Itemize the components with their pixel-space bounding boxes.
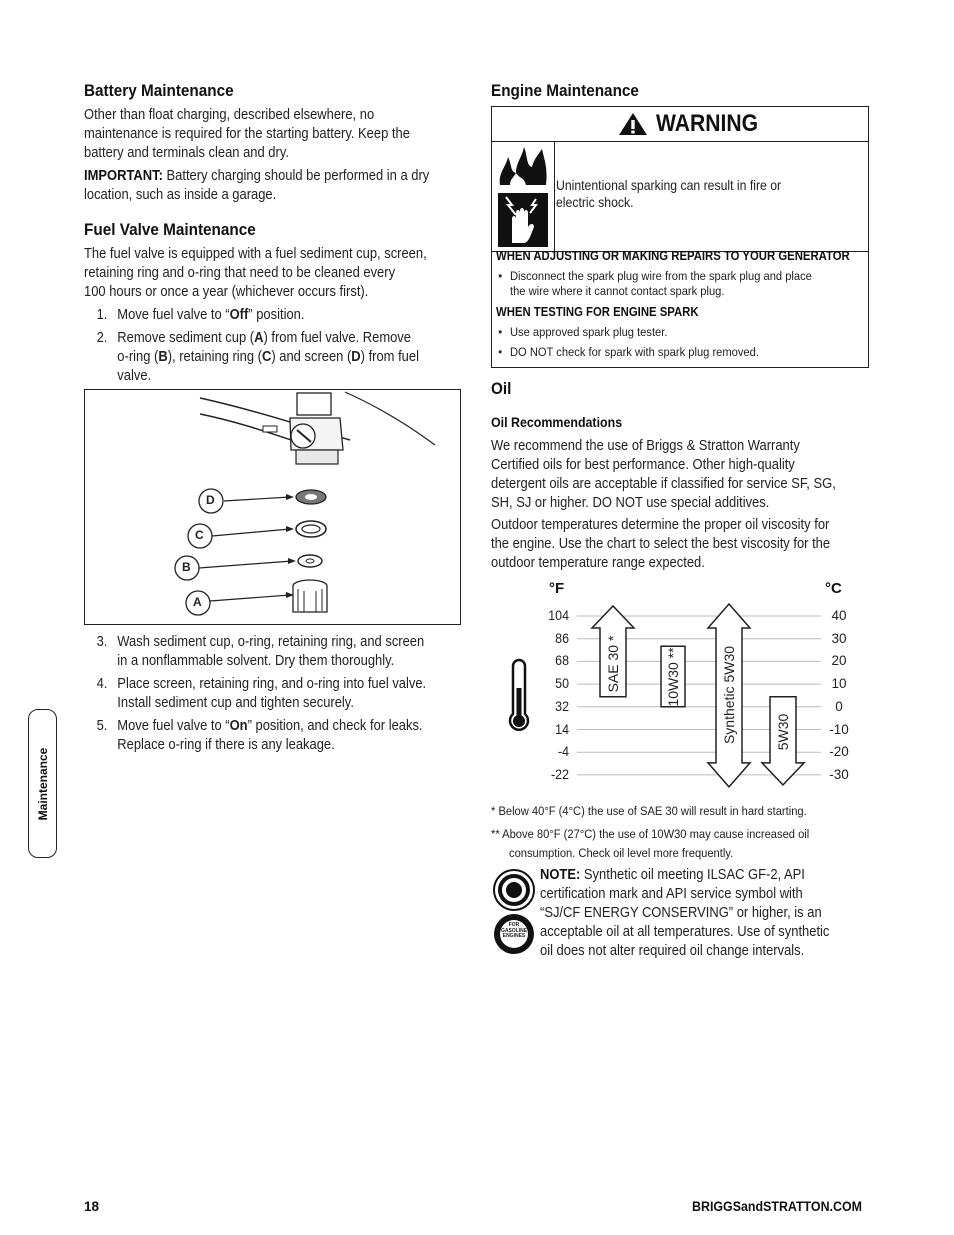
- engine-maintenance-heading: Engine Maintenance: [491, 81, 639, 100]
- celsius-tick-label: 0: [835, 698, 843, 714]
- api-seal-text: FOR GASOLINE ENGINES: [501, 922, 528, 939]
- celsius-tick-label: -30: [829, 766, 849, 782]
- step-item: 4. Place screen, retaining ring, and o-ring into fuel valve. Install sediment cup and tighten securely.: [96, 676, 427, 711]
- electric-shock-icon: [498, 193, 548, 247]
- oil-range-label: 5W30: [775, 713, 791, 751]
- fahrenheit-tick-label: 14: [555, 721, 569, 737]
- celsius-unit: °C: [825, 580, 842, 597]
- figure-label-a: A: [193, 595, 202, 609]
- figure-label-d: D: [206, 493, 215, 507]
- celsius-tick-label: 30: [831, 630, 847, 646]
- fahrenheit-tick-label: 32: [555, 698, 569, 714]
- warning-section-testing: WHEN TESTING FOR ENGINE SPARK: [496, 305, 699, 319]
- step-item: 3. Wash sediment cup, o-ring, retaining ring, and screen in a nonflammable solvent. Dry them thoroughly.: [96, 634, 425, 669]
- fuel-valve-figure: [84, 389, 461, 625]
- warning-bullet: • Disconnect the spark plug wire from the spark plug and place the wire where it cannot contact spark plug.: [498, 269, 812, 298]
- battery-paragraph: Other than float charging, described elsewhere, no maintenance is required for the starting battery. Keep the battery and terminals clean and dry.: [84, 107, 410, 161]
- fahrenheit-tick-label: -4: [557, 744, 569, 760]
- oil-paragraph-2: Outdoor temperatures determine the proper oil viscosity for the engine. Use the chart to select the best viscosity for the outdoor temperature range expected.: [491, 517, 831, 571]
- footnote-sae30: * Below 40°F (4°C) the use of SAE 30 will result in hard starting.: [491, 804, 807, 818]
- warning-section-repairs: WHEN ADJUSTING OR MAKING REPAIRS TO YOUR GENERATOR: [496, 249, 850, 263]
- fahrenheit-tick-label: 104: [548, 608, 569, 623]
- oil-viscosity-chart: [491, 578, 871, 788]
- warning-triangle-icon: [618, 112, 648, 136]
- figure-label-c: C: [195, 528, 204, 542]
- fahrenheit-tick-label: -22: [551, 766, 569, 782]
- celsius-tick-label: 10: [831, 676, 847, 692]
- warning-bullet: • Use approved spark plug tester.: [498, 325, 668, 339]
- oil-range-label: 10W30 **: [665, 646, 681, 707]
- warning-box: [491, 106, 869, 368]
- warning-header: WARNING: [492, 107, 868, 142]
- thermometer-icon: [510, 660, 528, 730]
- warning-icons: [492, 141, 555, 251]
- fuel-valve-heading: Fuel Valve Maintenance: [84, 220, 256, 239]
- fuel-valve-paragraph: The fuel valve is equipped with a fuel sediment cup, screen, retaining ring and o-ring that need to be cleaned every 100 hours or once a year (whichever occurs first).: [84, 246, 427, 300]
- step-item: 2. Remove sediment cup (A) from fuel valve. Remove o-ring (B), retaining ring (C) and screen (D) from fuel valve.: [96, 330, 419, 384]
- chart-plot: [491, 578, 871, 788]
- fuel-valve-steps-1: [84, 306, 462, 390]
- oil-range-label: SAE 30 *: [605, 635, 621, 693]
- oil-paragraph-1: We recommend the use of Briggs & Stratton Warranty Certified oils for best performance. Other high-quality detergent oils are acceptable if classified for service SF, SG, SH, SJ or higher. DO NOT use special additives.: [491, 438, 836, 511]
- page-number: 18: [84, 1199, 100, 1214]
- site-url: BRIGGSandSTRATTON.COM: [692, 1199, 862, 1214]
- synthetic-oil-note: NOTE: Synthetic oil meeting ILSAC GF-2, API certification mark and API service symbol with “SJ/CF ENERGY CONSERVING” or higher, is an acceptable oil at all temperatures. Use of synthetic oil does not alter required oil change intervals.: [540, 867, 830, 959]
- warning-bullet: • DO NOT check for spark with spark plug removed.: [498, 345, 759, 359]
- fahrenheit-unit: °F: [549, 580, 565, 597]
- footnote-10w30: ** Above 80°F (27°C) the use of 10W30 may cause increased oil consumption. Check oil level more frequently.: [491, 827, 810, 860]
- battery-important-note: IMPORTANT: Battery charging should be performed in a dry location, such as inside a garage.: [84, 168, 430, 203]
- fahrenheit-tick-label: 86: [555, 630, 569, 646]
- oil-range-label: Synthetic 5W30: [721, 646, 737, 745]
- api-seals-icon: [492, 868, 536, 958]
- step-item: 1. Move fuel valve to “Off” position.: [96, 307, 305, 323]
- figure-label-b: B: [182, 560, 191, 574]
- oil-heading: Oil: [491, 379, 512, 398]
- fahrenheit-tick-label: 68: [555, 653, 569, 669]
- celsius-tick-label: 40: [831, 608, 847, 623]
- fuel-valve-steps-2: [84, 633, 462, 759]
- celsius-tick-label: -10: [829, 721, 849, 737]
- fahrenheit-tick-label: 50: [555, 676, 569, 692]
- step-item: 5. Move fuel valve to “On” position, and check for leaks. Replace o-ring if there is any leakage.: [96, 718, 423, 753]
- warning-message: Unintentional sparking can result in fire or electric shock.: [556, 178, 782, 210]
- oil-recommendations-heading: Oil Recommendations: [491, 415, 623, 430]
- battery-maintenance-heading: Battery Maintenance: [84, 81, 234, 100]
- celsius-tick-label: 20: [831, 653, 847, 669]
- fuel-valve-diagram: [85, 390, 462, 626]
- fire-icon: [496, 143, 550, 187]
- section-tab: Maintenance: [28, 709, 57, 858]
- celsius-tick-label: -20: [829, 744, 849, 760]
